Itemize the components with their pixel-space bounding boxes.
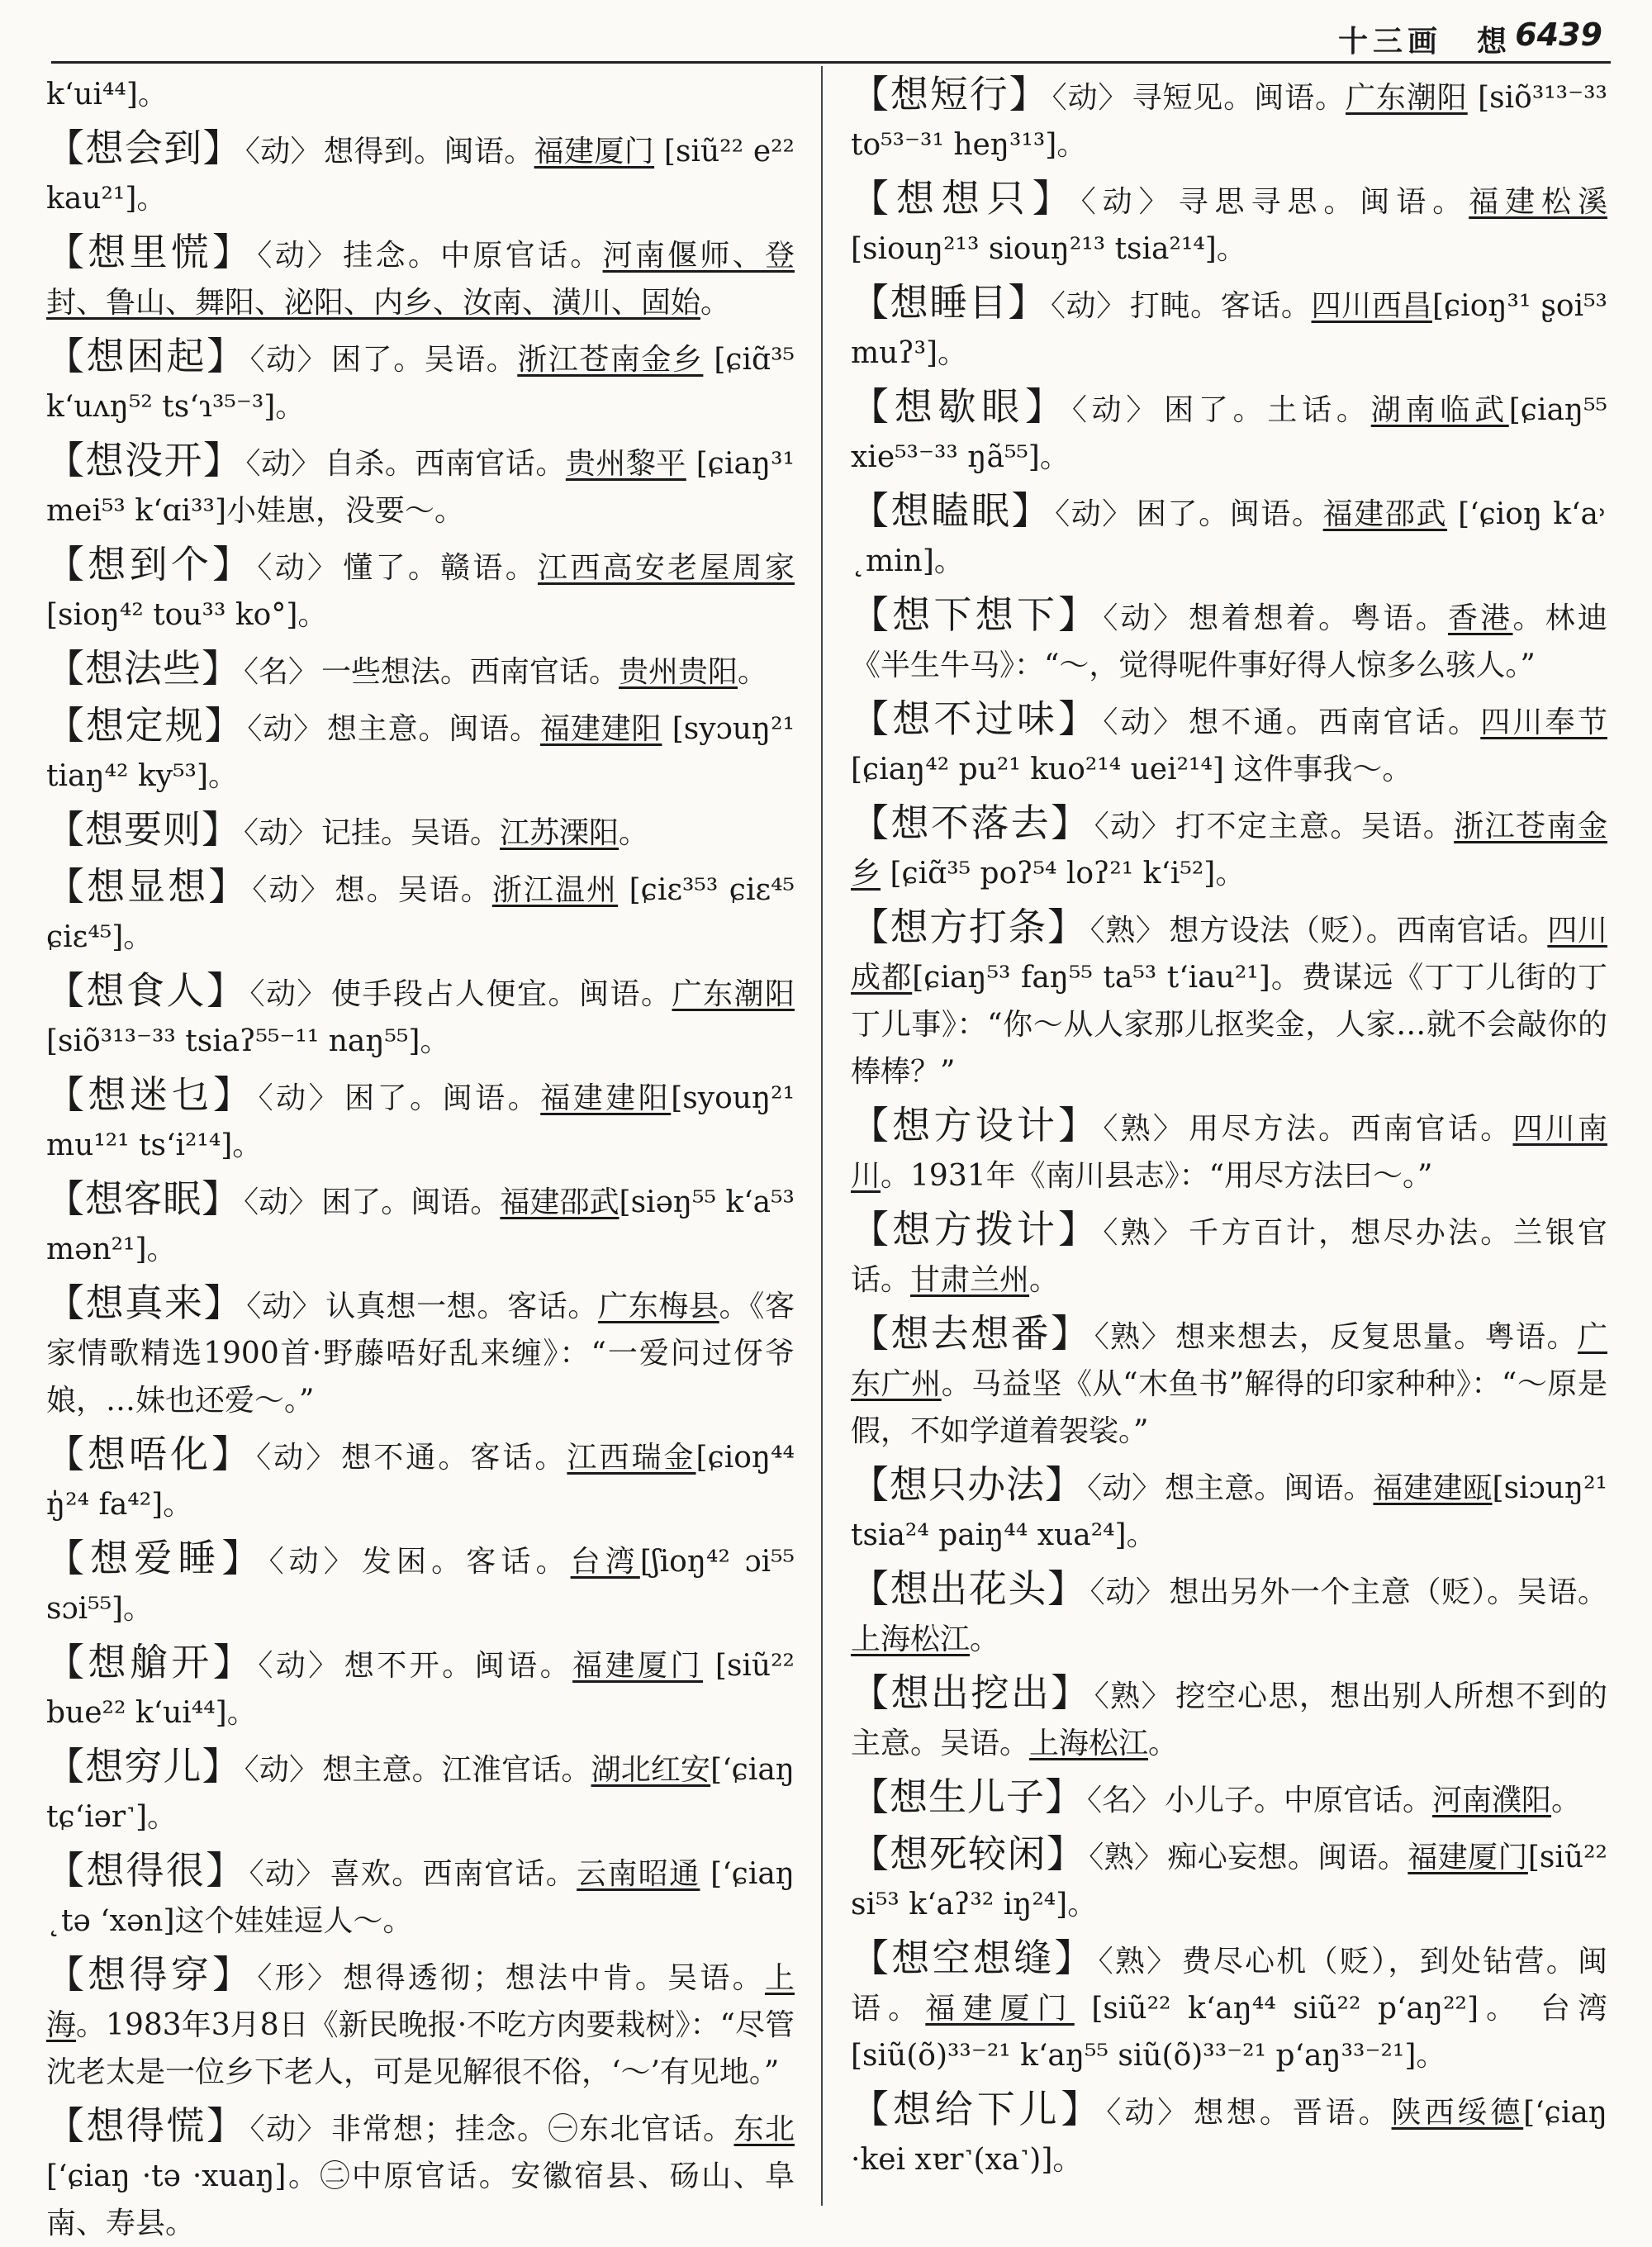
dictionary-entry: [46, 1743, 795, 1841]
part-of-speech: 〈动〉: [1106, 2096, 1191, 2130]
headword: 【想出花头】: [851, 1566, 1087, 1611]
definition: 认真想一想。客话。: [325, 1290, 599, 1323]
dialect-location: 香港: [1448, 601, 1513, 635]
headword: 【想艙开】: [46, 1640, 255, 1684]
pronunciation-and-example: [ɕiaŋ³¹ mei⁵³ k‘ɑi³³]小娃崽，没要～。: [46, 447, 795, 528]
dialect-location: 广东广州: [851, 1320, 1607, 1401]
dictionary-entry: [46, 645, 795, 696]
pronunciation-and-example: [ɕioŋ³¹ ʂoi⁵³ muʔ³]。: [851, 289, 1607, 370]
dictionary-entry: [851, 1206, 1607, 1304]
pronunciation-and-example: [siũ²² si⁵³ k‘aʔ³² iŋ²⁴]。: [851, 1841, 1607, 1922]
pronunciation-and-example: [siũ²² bue²² k‘ui⁴⁴]。: [46, 1649, 795, 1730]
headword: 【想得穿】: [46, 1952, 254, 1997]
part-of-speech: 〈动〉: [249, 2112, 328, 2146]
dictionary-entry: [46, 1639, 795, 1736]
headword: 【想空想缝】: [851, 1936, 1095, 1980]
dictionary-entry: [851, 1310, 1607, 1455]
dialect-location: 四川成都: [851, 914, 1607, 995]
part-of-speech: 〈动〉: [1051, 289, 1127, 323]
definition: 困了。闽语。: [321, 1185, 501, 1219]
part-of-speech: 〈动〉: [257, 239, 340, 273]
part-of-speech: 〈名〉: [244, 655, 319, 689]
pronunciation-and-example: 。: [700, 286, 731, 320]
dialect-location: 福建建阳: [539, 712, 662, 746]
definition: 想得透彻；想法中肯。吴语。: [343, 1961, 765, 1995]
dictionary-entry: [46, 1951, 795, 2096]
definition: 想主意。闽语。: [326, 712, 540, 746]
dictionary-entry: [851, 175, 1607, 273]
dialect-location: 福建建阳: [540, 1081, 672, 1115]
headword: 【想只办法】: [851, 1462, 1085, 1507]
dialect-location: 湖南临武: [1370, 393, 1509, 427]
headword: 【想不过味】: [851, 696, 1100, 741]
definition: 想方设法（贬）。西南官话。: [1169, 914, 1548, 948]
dialect-location: 江西高安老屋周家: [537, 551, 795, 585]
dialect-location: 福建厦门: [1408, 1841, 1528, 1874]
part-of-speech: 〈动〉: [1051, 81, 1129, 115]
dialect-location: 云南昭通: [577, 1857, 700, 1891]
part-of-speech: 〈动〉: [244, 816, 319, 850]
dictionary-entry: [46, 541, 795, 639]
pronunciation-and-example: [siəŋ⁵⁵ k‘a⁵³ mən²¹]。: [46, 1185, 795, 1266]
pronunciation-and-example: [ʻɕiaŋ ·kei xɐr˺(xa˺)]。: [851, 2096, 1607, 2177]
headword: 【想没开】: [46, 438, 243, 482]
dialect-location: 东北: [733, 2112, 795, 2146]
definition: 想想。晋语。: [1194, 2096, 1392, 2130]
dictionary-entry: [851, 71, 1607, 169]
definition: 寻短见。闽语。: [1132, 81, 1346, 115]
pronunciation-and-example: [syɔuŋ²¹ tiaŋ⁴² ky⁵³]。: [46, 712, 795, 793]
dialect-location: 福建建瓯: [1373, 1471, 1493, 1505]
dictionary-entry: [851, 1774, 1607, 1824]
definition: 懂了。赣语。: [343, 551, 538, 585]
dictionary-entry: [851, 800, 1607, 897]
definition: 记挂。吴语。: [321, 816, 501, 850]
dictionary-entry: [851, 1935, 1607, 2079]
dictionary-entry: [46, 333, 795, 430]
definition: 一些想法。西南官话。: [321, 655, 620, 689]
column-divider: [821, 66, 823, 2206]
pronunciation-and-example: [ɕiɛ³⁵³ ɕiɛ⁴⁵ ɕiɛ⁴⁵]。: [46, 873, 795, 954]
dictionary-entry: [46, 967, 795, 1065]
dialect-location: 广东潮阳: [1346, 81, 1468, 115]
part-of-speech: 〈熟〉: [1089, 914, 1166, 948]
part-of-speech: 〈动〉: [247, 712, 324, 746]
right-entries: [851, 71, 1607, 2183]
dialect-location: 福建邵武: [1322, 497, 1448, 531]
part-of-speech: 〈动〉: [252, 873, 332, 907]
dialect-location: 河南濮阳: [1432, 1784, 1552, 1817]
dictionary-entry: [46, 1535, 795, 1632]
dialect-location: 福建邵武: [500, 1185, 620, 1219]
dictionary-entry: [851, 1831, 1607, 1928]
pronunciation-and-example: [ʻɕiaŋ tɕ‘iər˺]。: [46, 1753, 795, 1834]
dictionary-entry: [851, 1102, 1607, 1200]
definition: 费尽心机（贬），到处钻营。闽语。: [851, 1945, 1607, 2026]
definition: 打盹。客话。: [1129, 289, 1312, 323]
dialect-location: 上海松江: [1029, 1727, 1149, 1760]
dictionary-entry: [46, 1176, 795, 1273]
part-of-speech: 〈动〉: [249, 977, 328, 1011]
page-number: 6439: [1515, 17, 1602, 53]
pronunciation-and-example: 。林迪《半生牛马》：“～，觉得呢件事好得人惊多么骇人。”: [851, 601, 1607, 682]
part-of-speech: 〈动〉: [244, 1185, 319, 1219]
dialect-location: 福建厦门: [925, 1992, 1075, 2026]
dictionary-entry: [46, 1280, 795, 1424]
headword: 【想方打条】: [851, 905, 1087, 949]
dictionary-entry: [46, 229, 795, 326]
definition: 想主意。江淮官话。: [322, 1753, 591, 1787]
headword: 【想方设计】: [851, 1103, 1100, 1147]
part-of-speech: 〈动〉: [1089, 1575, 1166, 1609]
pronunciation-and-example: 。: [1551, 1784, 1582, 1817]
dialect-location: 湖北红安: [591, 1753, 711, 1787]
dictionary-entry: [851, 383, 1607, 481]
headword: 【想显想】: [46, 864, 249, 909]
part-of-speech: 〈熟〉: [1103, 1112, 1186, 1146]
dictionary-entry: [851, 904, 1607, 1095]
part-of-speech: 〈动〉: [244, 135, 320, 169]
headword: 【想法些】: [46, 646, 240, 691]
dictionary-entry: [851, 591, 1607, 689]
dictionary-entry: [46, 702, 795, 800]
dictionary-entry: [46, 1847, 795, 1945]
dialect-location: 江西瑞金: [567, 1441, 696, 1475]
pronunciation-and-example: [sioŋ⁴² tou³³ ko°]。: [46, 598, 328, 632]
dialect-location: 四川奉节: [1480, 705, 1607, 739]
pronunciation-and-example: [siõ³¹³⁻³³ to⁵³⁻³¹ heŋ³¹³]。: [851, 81, 1607, 162]
headword: 【想真来】: [46, 1280, 244, 1325]
part-of-speech: 〈熟〉: [1098, 1945, 1179, 1979]
headword: 【想定规】: [46, 703, 244, 748]
left-column: [46, 71, 795, 2240]
dictionary-entry: [46, 2102, 795, 2247]
headword: 【想到个】: [46, 542, 254, 587]
part-of-speech: 〈动〉: [268, 1545, 358, 1579]
definition: 千方百计，想尽办法。兰银官话。: [851, 1216, 1607, 1297]
headword: 【想去想番】: [851, 1311, 1091, 1356]
part-of-speech: 〈动〉: [1071, 393, 1161, 427]
dialect-location: 河南偃师、登封、鲁山、舞阳、泌阳、内乡、汝南、潢川、固始: [46, 239, 795, 320]
dialect-location: 上海: [46, 1961, 795, 2042]
pronunciation-and-example: [ʃioŋ⁴² ɔi⁵⁵ sɔi⁵⁵]。: [46, 1545, 795, 1626]
part-of-speech: 〈动〉: [1087, 1471, 1162, 1505]
dictionary-entry: [851, 1565, 1607, 1663]
dialect-location: 四川西昌: [1311, 289, 1432, 323]
part-of-speech: 〈动〉: [1094, 810, 1173, 843]
definition: 想着想着。粤语。: [1189, 601, 1449, 635]
definition: 想不通。客话。: [341, 1441, 567, 1475]
definition: 想主意。闽语。: [1165, 1471, 1374, 1505]
headword: 【想迷乜】: [46, 1072, 255, 1117]
pronunciation-and-example: [siõ³¹³⁻³³ tsiaʔ⁵⁵⁻¹¹ naŋ⁵⁵]。: [46, 1024, 450, 1058]
headword: 【想睡目】: [851, 280, 1048, 325]
pronunciation-and-example: [ɕiaŋ⁵⁵ xie⁵³⁻³³ ŋã⁵⁵]。: [851, 393, 1607, 474]
definition: 用尽方法。西南官话。: [1189, 1112, 1513, 1146]
dictionary-entry: [851, 2086, 1607, 2183]
headword: 【想困起】: [46, 334, 247, 378]
headword: 【想方拨计】: [851, 1207, 1100, 1252]
headword: 【想里慌】: [46, 230, 254, 274]
headword: 【想要则】: [46, 807, 240, 852]
pronunciation-and-example: 。: [738, 655, 768, 689]
headword: 【想死较闲】: [851, 1831, 1086, 1876]
running-header: [0, 15, 1652, 58]
definition: 想。吴语。: [335, 873, 492, 907]
headword: 【想客眠】: [46, 1176, 241, 1221]
part-of-speech: 〈动〉: [245, 447, 321, 481]
pronunciation-and-example: [siũ²² k‘aŋ⁴⁴ siũ²² p‘aŋ²²]。 台湾 [siũ(õ)³³⁻²¹ k‘aŋ⁵⁵ siũ(õ)³³⁻²¹ p‘aŋ³³⁻²¹]。: [851, 1992, 1607, 2073]
pronunciation-and-example: [ɕiɑ̃³⁵ k‘uʌŋ⁵² tsʻɿ³⁵⁻³]。: [46, 343, 795, 424]
headword: 【想不落去】: [851, 800, 1091, 845]
definition: 想得到。闽语。: [324, 135, 534, 169]
dictionary-entry: [851, 696, 1607, 793]
part-of-speech: 〈动〉: [244, 1753, 320, 1787]
part-of-speech: 〈熟〉: [1089, 1841, 1165, 1874]
right-column: [851, 71, 1607, 2202]
part-of-speech: 〈名〉: [1087, 1784, 1162, 1817]
dialect-location: 贵州黎平: [565, 447, 686, 481]
dictionary-entry: [851, 1670, 1607, 1767]
headword: 【想食人】: [46, 968, 247, 1013]
headword: 【想唔化】: [46, 1432, 254, 1476]
continuation-text: k‘ui⁴⁴]。: [46, 78, 168, 112]
headword: 【想爱睡】: [46, 1536, 266, 1580]
part-of-speech: 〈动〉: [258, 1081, 342, 1115]
part-of-speech: 〈熟〉: [1094, 1320, 1173, 1354]
pronunciation-and-example: [syouŋ²¹ mu¹²¹ tsʻi²¹⁴]。: [46, 1081, 795, 1162]
part-of-speech: 〈动〉: [1055, 497, 1133, 531]
dialect-location: 江苏溧阳: [500, 816, 620, 850]
pronunciation-and-example: 。: [1029, 1263, 1060, 1297]
headword: 【想得很】: [46, 1848, 246, 1893]
definition: 非常想；挂念。㊀东北官话。: [331, 2112, 734, 2146]
dialect-location: 浙江苍南金乡: [517, 343, 704, 377]
dialect-location: 台湾: [570, 1545, 640, 1579]
dialect-location: 上海松江: [851, 1622, 971, 1656]
dictionary-entry: [46, 437, 795, 534]
pronunciation-and-example: [siũ²² e²² kau²¹]。: [46, 135, 795, 216]
pronunciation-and-example: [ʻɕioŋ k‘a˒ ˛min]。: [851, 497, 1607, 578]
headword: 【想出挖出】: [851, 1670, 1091, 1715]
pronunciation-and-example: 。1931年《南川县志》：“用尽方法曰～。”: [881, 1159, 1433, 1193]
headword: 【想会到】: [46, 126, 242, 170]
part-of-speech: 〈动〉: [1080, 185, 1175, 219]
dialect-location: 福建厦门: [534, 135, 655, 169]
dictionary-entry: [851, 1461, 1607, 1559]
definition: 发困。客话。: [361, 1545, 571, 1579]
headword: 【想短行】: [851, 72, 1049, 116]
dictionary-entry: [46, 1431, 795, 1528]
definition: 使手段占人便宜。闽语。: [331, 977, 672, 1011]
pronunciation-and-example: 。马益坚《从“木鱼书”解得的印家种种》：“～原是假，不如学道着袈裟。”: [851, 1367, 1607, 1448]
dictionary-entry: [46, 863, 795, 961]
definition: 挖空心思，想出别人所想不到的主意。吴语。: [851, 1679, 1607, 1760]
definition: 打不定主意。吴语。: [1175, 810, 1455, 843]
pronunciation-and-example: [ɕioŋ⁴⁴ ŋ̍²⁴ fa⁴²]。: [46, 1441, 795, 1522]
dialect-location: 浙江温州: [491, 873, 619, 907]
pronunciation-and-example: [ɕiɑ̃³⁵ poʔ⁵⁴ loʔ²¹ k‘i⁵²]。: [881, 857, 1246, 891]
dialect-location: 甘肃兰州: [910, 1263, 1030, 1297]
part-of-speech: 〈动〉: [1103, 601, 1186, 635]
pronunciation-and-example: 。: [970, 1622, 1000, 1656]
definition: 困了。闽语。: [344, 1081, 541, 1115]
headword: 【想穷儿】: [46, 1744, 241, 1789]
pronunciation-and-example: [siouŋ²¹³ siouŋ²¹³ tsia²¹⁴]。: [851, 232, 1246, 266]
headword: 【想生儿子】: [851, 1774, 1084, 1819]
header-rule: [51, 61, 1611, 64]
dialect-location: 四川南川: [851, 1112, 1607, 1193]
dictionary-entry: [851, 279, 1607, 377]
pronunciation-and-example: [ɕiaŋ⁴² pu²¹ kuo²¹⁴ uei²¹⁴] 这件事我～。: [851, 753, 1412, 786]
definition: 想不开。闽语。: [344, 1649, 573, 1683]
part-of-speech: 〈动〉: [257, 551, 340, 585]
definition: 寻思寻思。闽语。: [1178, 185, 1469, 219]
dictionary-entry: [46, 1071, 795, 1169]
headword: 【想歇眼】: [851, 384, 1069, 429]
definition: 挂念。中原官话。: [343, 239, 603, 273]
dictionary-entry: [46, 806, 795, 857]
left-entries: [46, 125, 795, 2247]
part-of-speech: 〈动〉: [249, 1857, 327, 1891]
pronunciation-and-example: [ɕiaŋ⁵³ faŋ⁵⁵ ta⁵³ t‘iau²¹]。费谋远《丁丁儿街的丁丁儿事》：“你～从人家那儿抠奖金，人家…就不会敲你的棒棒？”: [851, 961, 1607, 1089]
part-of-speech: 〈动〉: [258, 1649, 341, 1683]
definition: 想不通。西南官话。: [1189, 705, 1481, 739]
definition: 困了。吴语。: [331, 343, 518, 377]
definition: 喜欢。西南官话。: [330, 1857, 577, 1891]
definition: 困了。土话。: [1164, 393, 1371, 427]
dialect-location: 福建松溪: [1469, 185, 1607, 219]
definition: 困了。闽语。: [1136, 497, 1323, 531]
section-title: 十三画 想: [1337, 24, 1512, 59]
dictionary-entry: [851, 487, 1607, 585]
headword: 【想给下儿】: [851, 2087, 1104, 2131]
headword: 【想得慌】: [46, 2103, 247, 2148]
definition: 想出另外一个主意（贬）。吴语。: [1169, 1575, 1607, 1609]
pronunciation-and-example: [ʻɕiaŋ ˛tə ʻxən]这个娃娃逗人～。: [46, 1857, 795, 1938]
dialect-location: 贵州贵阳: [619, 655, 738, 689]
pronunciation-and-example: [siɔuŋ²¹ tsia²⁴ paiŋ⁴⁴ xua²⁴]。: [851, 1471, 1607, 1552]
pronunciation-and-example: 。: [619, 816, 649, 850]
definition: 想来想去，反复思量。粤语。: [1175, 1320, 1578, 1354]
pronunciation-and-example: 。: [1148, 1727, 1179, 1760]
part-of-speech: 〈动〉: [246, 1290, 323, 1323]
headword: 【想瞌眠】: [851, 488, 1052, 533]
part-of-speech: 〈熟〉: [1103, 1216, 1186, 1250]
dialect-location: 广东梅县: [598, 1290, 719, 1323]
part-of-speech: 〈动〉: [256, 1441, 339, 1475]
pronunciation-and-example: 。《客家情歌精选1900首·野藤唔好乱来缠》：“一爱问过伢爷娘，…妹也还爱～。”: [46, 1290, 795, 1418]
part-of-speech: 〈动〉: [249, 343, 329, 377]
dialect-location: 陕西绥德: [1391, 2096, 1524, 2130]
headword: 【想下想下】: [851, 592, 1100, 637]
definition: 小儿子。中原官话。: [1165, 1784, 1433, 1817]
dialect-location: 福建厦门: [572, 1649, 703, 1683]
pronunciation-and-example: [ʻɕiaŋ ·tə ·xuaŋ]。㊁中原官话。安徽宿县、砀山、阜南、寿县。: [46, 2159, 795, 2240]
pronunciation-and-example: 。1983年3月8日《新民晚报·不吃方肉要栽树》：“尽管沈老太是一位乡下老人，可是见解很不俗，‘～’有见地。”: [46, 2008, 795, 2089]
headword: 【想想只】: [851, 176, 1078, 221]
part-of-speech: 〈熟〉: [1094, 1679, 1173, 1713]
dictionary-entry: [46, 125, 795, 222]
part-of-speech: 〈形〉: [257, 1961, 340, 1995]
part-of-speech: 〈动〉: [1103, 705, 1186, 739]
definition: 自杀。西南官话。: [324, 447, 566, 481]
definition: 痴心妄想。闽语。: [1167, 1841, 1408, 1874]
dialect-location: 浙江苍南金乡: [851, 810, 1607, 891]
dialect-location: 广东潮阳: [672, 977, 795, 1011]
